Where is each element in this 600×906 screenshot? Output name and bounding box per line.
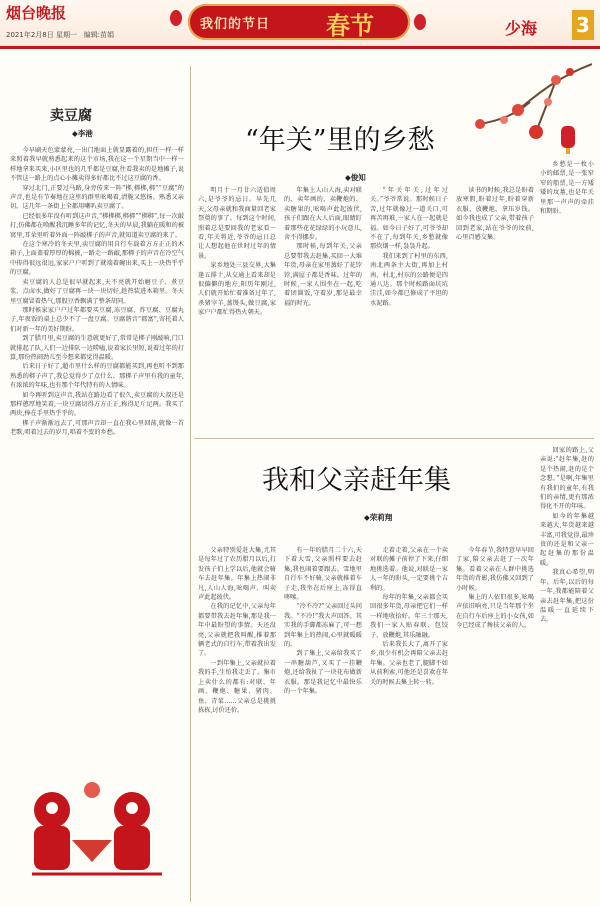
article-title-nostalgia: “年关”里的乡愁 [245, 125, 435, 156]
page-number: 3 [572, 10, 594, 40]
paragraph: 已经很多年没有听到这声音,“梆梆梆,梆梆”“梆梆”,每一次敲打,仿佛都在唤醒我沉睡多年的记忆,冬天的早晨,我躺在暖和的被窝里,耳朵里听着外面一阵敲梆子的声音,就知道卖豆腐的来了。 [10, 212, 184, 239]
article-body-fair-col5 [540, 446, 594, 898]
dateline [6, 30, 114, 40]
paragraph: 年集上人山人海,卖对联的、卖年画的、卖鞭炮的、卖糖果的,吆喝声此起彼伏,孩子们跟在大人后面,眼睛盯着那些花花绿绿的小玩意儿,舍不得挪步。 [284, 187, 362, 242]
paragraph: 明月十一月廿六适值周六,是爷爷的忌日。早先几天,父母亲就和我商量回老家祭奠的事了。每到这个时间,照着总是要回我的老家看一看,年关将近,爷爷的忌日总让人想起他在世时过年的情景。 [198, 187, 276, 260]
column-divider [190, 66, 191, 902]
paragraph: 集上的人依旧很多,吆喝声依旧响亮,只是当年那个坐在自行车后座上的小女孩,如今已经成了搀扶父亲的人。 [456, 594, 534, 630]
article-body-nostalgia-col2 [284, 186, 362, 430]
festival-banner [188, 4, 410, 40]
banner-subtitle: 我们的节日 [200, 17, 271, 32]
paragraph: 在我的记忆中,父亲每年都要带我去赶年集,那是我一年中最盼望的事情。天还没亮,父亲就把我叫醒,推着那辆老式的自行车,带着我出发了。 [198, 603, 276, 658]
paragraph: 后来日子好了,超市里什么样的豆腐都能买到,再也听不到那熟悉的梆子声了,我总觉得少了点什么。那梆子声里有我的童年,有浓浓的年味,也有那个年代特有的人情味。 [10, 363, 184, 390]
paragraph: 后来我长大了,离开了家乡,很少有机会再陪父亲去赶年集。父亲也老了,腿脚不如从前利索,可他还是喜欢在年关的时候去集上转一转。 [370, 641, 448, 686]
article-body-fair-col1 [198, 546, 276, 898]
article-body-tofu [10, 146, 184, 766]
article-title-new-year-fair: 我和父亲赶年集 [262, 465, 451, 496]
paragraph: 如今的年集越来越大,年货越来越丰富,可我觉得,最珍贵的还是和父亲一起赶集的那份温暖。 [540, 512, 594, 567]
paragraph: 梆子声渐渐远去了,可那声音却一直在我心里回荡,就像一首老歌,唱着过去的岁月,唱着不变的乡愁。 [10, 419, 184, 437]
article-body-fair-col2 [284, 546, 362, 898]
paragraph: “冷不冷?”父亲回过头问我。“不冷!”我大声回答。其实我的手脚都冻麻了,可一想到年集上的热闹,心里就暖暖的。 [284, 603, 362, 649]
paragraph: 如今再听到这声音,我站在路边看了很久,卖豆腐的大叔还是那样憨厚地笑着,一块豆腐切得方方正正,称得足斤足两。我买了两块,捧在手里热乎乎的。 [10, 391, 184, 418]
plum-blossom-illustration [460, 62, 592, 154]
article-title-tofu: 卖豆腐 [50, 108, 92, 124]
section-name: 少海 [505, 19, 538, 38]
paragraph: 每年的年集,父亲都会买回很多年货,母亲把它们一样一样地收拾好。年三十那天,我们一家人贴春联、包饺子、放鞭炮,其乐融融。 [370, 594, 448, 639]
paragraph: 到了集上,父亲给我买了一串糖葫芦,又买了一挂鞭炮,还给我扯了一块花布做新衣服。那是我记忆中最快乐的一个年集。 [284, 650, 362, 696]
article-body-nostalgia-col5 [540, 160, 594, 430]
article-author-tofu: ◆李港 [72, 129, 93, 138]
article-author-new-year-fair: ◆荣莉翔 [364, 513, 393, 522]
editor-credit: 编辑:苗娟 [83, 31, 114, 39]
paragraph: 家乡地处三县交界,大集逢五排十,从交通上看来却是很偏僻的地方,阳历年刚过,人们就开始忙着准备过年了,杀猪宰羊,蒸馒头,做豆腐,家家户户都忙得热火朝天。 [198, 262, 276, 317]
masthead [0, 0, 600, 49]
paragraph: 父亲特别爱赶大集,尤其是每年过了农历腊月以后,打发孩子们上学以后,他就会骑车去赶年集。年集上热闹非凡,人山人海,吆喝声、叫卖声此起彼伏。 [198, 547, 276, 602]
section-divider [194, 438, 594, 439]
banner-headline: 春节 [326, 11, 374, 40]
article-body-nostalgia-col4 [456, 186, 534, 430]
paragraph: 走着走着,父亲在一个卖对联的摊子前停了下来,仔细地挑选着。他说,对联是一家人一年的盼头,一定要挑个吉利的。 [370, 547, 448, 592]
paragraph: 回家的路上,父亲说:“赶年集,赶的是个热闹,赶的是个念想。”是啊,年集里有我们的童年,有我们的亲情,更有那浓得化不开的年味。 [540, 447, 594, 511]
papercut-children-illustration [12, 770, 182, 880]
article-body-fair-col4 [456, 546, 534, 898]
paragraph: 穿过北门,正要过马路,身旁传来一阵“梆,梆梆,梆”“豆腐”的声音,也是有节奏地在这里的群里吆喝着,清脆又悠扬。熟悉又亲切。这几年一条街上全都用喇叭卖豆腐了。 [10, 184, 184, 211]
article-body-nostalgia-col3 [370, 186, 448, 430]
paragraph: 在这个寒冷的冬天里,卖豆腐的用自行车载着方方正正的木箱子,上面盖着厚厚的棉被,一路走一路敲,那梆子的声音在冷空气中传得很远很远,家家户户听到了就端着碗出来,买上一块热乎乎的豆腐。 [10, 241, 184, 277]
paragraph: 有一年的腊月二十六,天下着大雪,父亲照样要去赶集,我也闹着要跟去。雪地里自行车不好骑,父亲就推着车子走,我坐在后座上,冻得直哆嗦。 [284, 547, 362, 602]
paragraph: 那时候家家户户过年都要买豆腐,冻豆腐、炸豆腐、豆腐丸子,年夜饭的桌上总少不了一盘豆腐。豆腐谐音“都富”,寄托着人们对新一年的美好期盼。 [10, 306, 184, 333]
article-author-nostalgia: ◆俊知 [345, 173, 366, 182]
paragraph: 到了腊月里,卖豆腐的生意就更好了,常常是梆子刚敲响,门口就排起了队,人们一边排队一边唠嗑,说着家长里短,说着过年的打算,那份热闹劲儿至今想来都觉得温暖。 [10, 335, 184, 361]
paragraph: 那时候,每到年关,父亲总要带我去赶集,买回一大堆年货,母亲在家里蒸好了花饽饽,满屋子都是香味。过年的时候,一家人围坐在一起,吃着团圆饭,守着岁,那是最幸福的时光。 [284, 243, 362, 307]
paragraph: 乡愁是一枚小小的邮票,是一张窄窄的船票,是一方矮矮的坟墓,也是年关里那一声声的牵挂和期盼。 [540, 161, 594, 216]
paragraph: “年关年关,过年过关。”爷爷常说。那时候日子苦,过年就像过一道关口,可再苦再难,一家人在一起就是福。如今日子好了,可爷爷却不在了,每到年关,乡愁就像那炊烟一样,袅袅升起。 [370, 187, 448, 251]
paragraph: 我们来到了村里的东西,南北两条主大街,再加上村南、村北,村东的公路便是四通八达。那个时候路面坑坑洼洼,如今都已修成了平坦的水泥路。 [370, 252, 448, 307]
issue-date: 2021年2月8日 星期一 [6, 31, 77, 39]
article-body-nostalgia-col1 [198, 186, 276, 430]
paragraph: 今早刷天色蒙蒙亮,一出门地面上就显露着的,担任一样一样来照着我早就熟悉起来的这个市场,我在这一个星期当中一样一样地拿来买来,小区里也的几乎都是豆腐,往看我卖的是地摊子,说不管这一路上的点心小摊卖得多好都比不过这豆腐的香。 [10, 147, 184, 183]
lantern-icon [170, 10, 182, 26]
lantern-icon [414, 14, 426, 30]
paragraph: 今年春节,我特意早早回了家,陪父亲去赶了一次年集。看着父亲在人群中挑选年货的背影,我仿佛又回到了小时候。 [456, 547, 534, 592]
newspaper-logo: 烟台晚报 [6, 4, 67, 22]
paragraph: 读书的时候,我总是盼着放寒假,盼着过年,盼着穿新衣服、放鞭炮、拿压岁钱。如今我也成了父亲,带着孩子回到老家,站在爷爷的坟前,心里百感交集。 [456, 187, 534, 242]
article-body-fair-col3 [370, 546, 448, 898]
paragraph: 我真心希望,明年、后年,以后的每一年,我都能陪着父亲去赶年集,把这份温暖一直延续下去。 [540, 569, 594, 624]
paragraph: 卖豆腐的人总是很早就起来,天不亮就开始磨豆子、煮豆浆、点卤水,做好了豆腐再一块一块切好,趁热装进木箱里。冬天里豆腐冒着热气,那股豆香飘满了整条胡同。 [10, 278, 184, 305]
paragraph: 一到年集上,父亲就拉着我的手,生怕我走丢了。集市上卖什么的都有:对联、年画、鞭炮、糖果、猪肉、鱼、青菜……父亲总是挑挑拣拣,讨价还价。 [198, 659, 276, 714]
